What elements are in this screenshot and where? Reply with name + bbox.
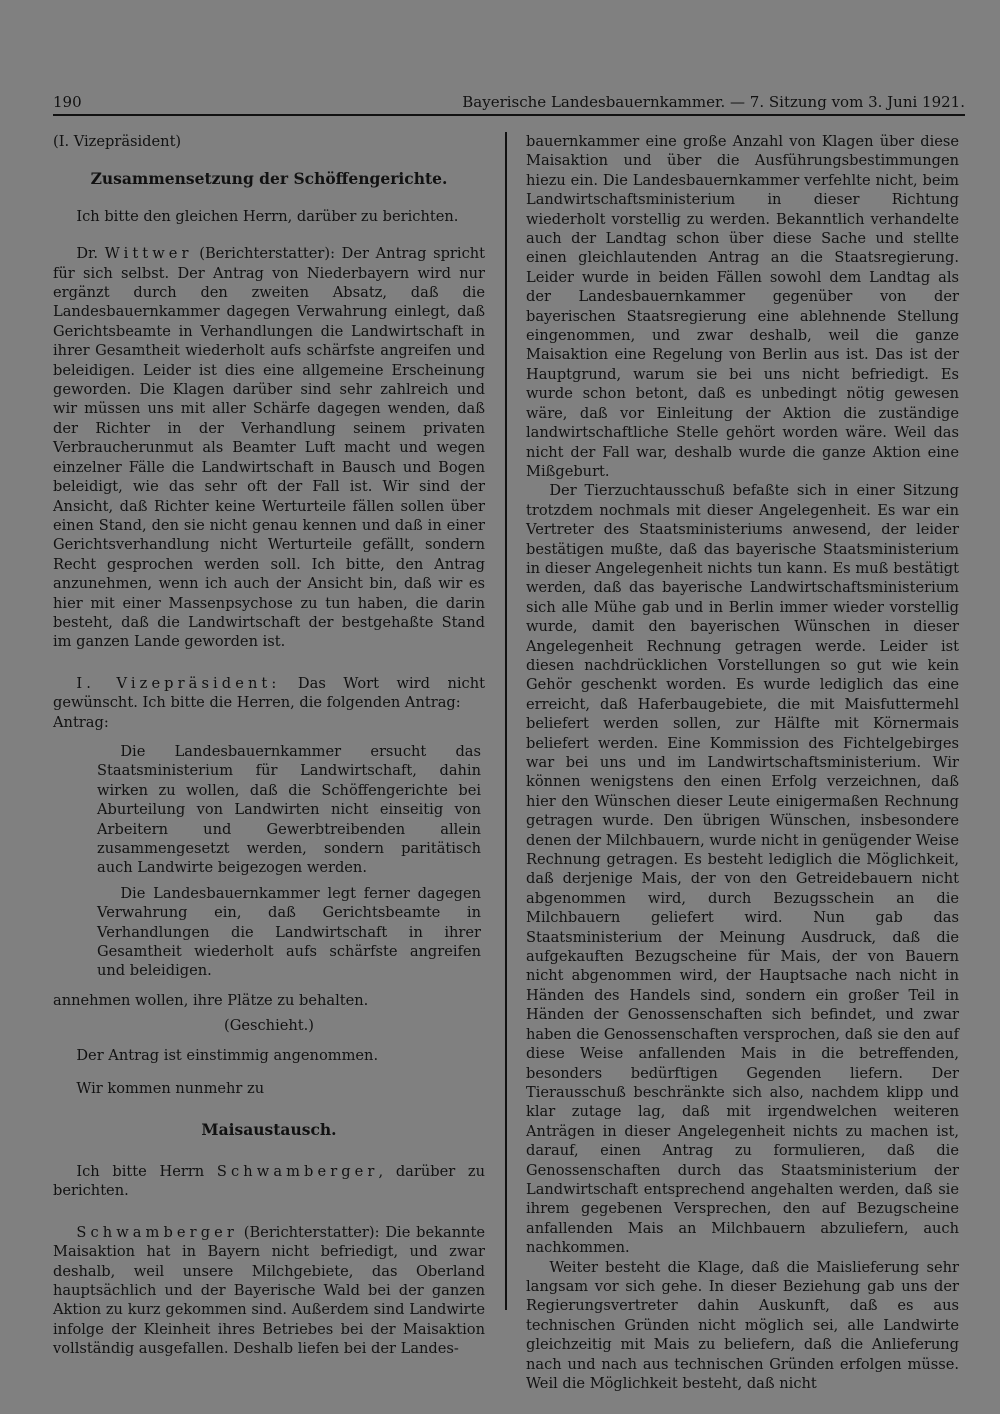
stage-direction: (Geschieht.) [224, 1017, 314, 1035]
section-heading-maisaustausch: Maisaustausch. [201, 1120, 337, 1140]
paragraph: Der Antrag ist einstimmig angenommen. [76, 1046, 379, 1064]
column-divider [505, 132, 507, 1310]
page-number: 190 [53, 93, 82, 111]
paragraph-text: (Berichterstatter): Die bekannte Maisaktion hat in Bayern nicht befriedigt, und zwar deshalb, weil unsere Milchgebiete, das Oberland hauptsächlich und der Bayerische Wald bei der ganzen Aktion zu kurz gekommen sind. Außerdem sind Landwirte infolge der Kleinheit ihres Betriebes bei der Maisaktion vollständig ausgefallen. Deshalb liefen bei der Landes- [53, 1223, 485, 1358]
left-column [53, 132, 485, 1359]
motion-text-2: Die Landesbauernkammer legt ferner dagegen Verwahrung ein, daß Gerichtsbeamte in Verhandlungen die Landwirtschaft in ihrer Gesamtheit wiederholt aufs schärfste angreifen und beleidigen. [97, 884, 481, 980]
paragraph: Wir kommen nunmehr zu [76, 1080, 265, 1098]
paragraph-wittwer [53, 244, 485, 652]
paragraph: Ich bitte Herrn Schwamberger, darüber zu berichten. [53, 1162, 485, 1200]
motion-label: Antrag: [53, 713, 109, 731]
motion-text-1: Die Landesbauernkammer ersucht das Staatsministerium für Landwirtschaft, dahin wirken zu wollen, daß die Schöffengerichte bei Aburteilung von Landwirten nicht einseitig von Arbeitern und Gewerbtreibenden allein zusammengesetzt werden, sondern paritätisch auch Landwirte beigezogen werden. [97, 742, 481, 877]
speaker-name: I. Vizepräsident: [76, 674, 281, 692]
speaker-tag: (I. Vizepräsident) [53, 133, 182, 150]
paragraph-vizepraesident [53, 674, 485, 732]
paragraph: Ich bitte den gleichen Herrn, darüber zu berichten. [76, 207, 459, 225]
speaker-name: Schwamberger [76, 1223, 238, 1241]
paragraph: Weiter besteht die Klage, daß die Maislieferung sehr langsam vor sich gehe. In dieser Beziehung gab uns der Regierungsvertreter dahin Auskunft, daß es aus technischen Gründen nicht möglich sei, alle Landwirte gleichzeitig mit Mais zu beliefern, daß die Anlieferung nach und nach aus technischen Gründen erfolgen müsse. Weil die Möglichkeit besteht, daß nicht [526, 1258, 959, 1392]
paragraph: Der Tierzuchtausschuß befaßte sich in einer Sitzung trotzdem nochmals mit dieser Angelegenheit. Es war ein Vertreter des Staatsministeriums anwesend, der leider bestätigen mußte, daß das bayerische Staatsministerium in dieser Angelegenheit nichts tun kann. Es muß bestätigt werden, daß das bayerische Landwirtschaftsministerium sich alle Mühe gab und in Berlin immer wieder vorstellig wurde, damit den bayerischen Wünschen in dieser Angelegenheit Rechnung getragen werde. Leider ist diesen nachdrücklichen Vorstellungen so gut wie kein Gehör geschenkt worden. Es wurde lediglich das eine erreicht, daß Haferbaugebiete, die mit Maisfuttermehl beliefert werden sollen, zur Hälfte mit Körnermais beliefert werden. Eine Kommission des Fichtelgebirges war bei uns und im Landwirtschaftsministerium. Wir können wenigstens den einen Erfolg verzeichnen, daß hier den Wünschen dieser Leute einigermaßen Rechnung getragen wurde. Den übrigen Wünschen, insbesondere denen der Milchbauern, wurde nicht in genügender Weise Rechnung getragen. Es besteht lediglich die Möglichkeit, daß derjenige Mais, der von den Getreidebauern nicht abgenommen wird, durch Bezugsschein an die Milchbauern geliefert wird. Nun gab das Staatsministerium der Meinung Ausdruck, daß die aufgekauften Bezugscheine für Mais, der von Bauern nicht abgenommen wird, der Hauptsache nach nicht in Händen des Handels sind, sondern ein großer Teil in Händen der Genossenschaften sich befindet, und zwar haben die Genossenschaften versprochen, daß sie den auf diese Weise anfallenden Mais in die betreffenden, besonders bedürftigen Gegenden liefern. Der Tierausschuß beschränkte sich also, nachdem klipp und klar zutage lag, daß mit irgendwelchen weiteren Anträgen in dieser Angelegenheit nichts zu machen ist, darauf, einen Antrag zu formulieren, daß die Genossenschaften durch das Staatsministerium der Landwirtschaft entsprechend angehalten werden, daß sie ihrem gegebenen Versprechen, den auf Bezugscheine anfallenden Mais an Milchbauern abzuliefern, auch nachkommen. [526, 482, 959, 1257]
right-column [526, 132, 959, 1393]
paragraph: annehmen wollen, ihre Plätze zu behalten. [53, 991, 369, 1009]
speaker-name: Schwamberger [216, 1162, 379, 1180]
speaker-name: Wittwer [104, 245, 193, 263]
page-header [53, 93, 965, 116]
paragraph: bauernkammer eine große Anzahl von Klagen über diese Maisaktion und über die Ausführungsbestimmungen hiezu ein. Die Landesbauernkammer verfehlte nicht, beim Landwirtschaftsministerium in dieser Richtung wiederholt vorstellig zu werden. Bekanntlich verhandelte auch der Landtag schon über diese Sache und stellte einen gleichlautenden Antrag an die Staatsregierung. Leider wurde in beiden Fällen sowohl dem Landtag als der Landesbauernkammer gegenüber von der bayerischen Staatsregierung eine ablehnende Stellung eingenommen, und zwar deshalb, weil die ganze Maisaktion eine Regelung von Berlin aus ist. Das ist der Hauptgrund, warum sie bei uns nicht befriedigt. Es wurde schon betont, daß es unbedingt nötig gewesen wäre, daß vor Einleitung der Aktion die zuständige landwirtschaftliche Stelle gehört worden wäre. Weil das nicht der Fall war, deshalb wurde die ganze Aktion eine Mißgeburt. [526, 133, 959, 480]
title-prefix: Dr. [76, 245, 99, 263]
running-title: Bayerische Landesbauernkammer. — 7. Sitzung vom 3. Juni 1921. [462, 93, 965, 111]
paragraph-text: (Berichterstatter): Der Antrag spricht für sich selbst. Der Antrag von Niederbayern wird nur ergänzt durch den zweiten Absatz, daß die Landesbauernkammer dagegen Verwahrung einlegt, daß Gerichtsbeamte in Verhandlungen die Landwirtschaft in ihrer Gesamtheit wiederholt aufs schärfste angreifen und beleidigen. Leider ist dies eine allgemeine Erscheinung geworden. Die Klagen darüber sind sehr zahlreich und wir müssen uns mit aller Schärfe dagegen wenden, daß der Richter in der Verhandlung seinem privaten Verbraucherunmut als Beamter Luft macht und wegen einzelner Fälle die Landwirtschaft in Bausch und Bogen beleidigt, wie das sehr oft der Fall ist. Wir sind der Ansicht, daß Richter keine Werturteile fällen sollen über einen Stand, den sie nicht genau kennen und daß in einer Gerichtsverhandlung nicht Werturteile gefällt, sondern Recht gesprochen werden soll. Ich bitte, den Antrag anzunehmen, wenn ich auch der Ansicht bin, daß wir es hier mit einer Massenpsychose zu tun haben, die darin besteht, daß die Landwirtschaft der bestgehaßte Stand im ganzen Lande geworden ist. [53, 245, 486, 651]
paragraph-schwamberger [53, 1223, 485, 1359]
paragraph-text: Das Wort wird nicht gewünscht. Ich bitte die Herren, die folgenden Antrag: [53, 674, 485, 712]
section-heading-schoeffengerichte: Zusammensetzung der Schöffengerichte. [90, 169, 448, 189]
